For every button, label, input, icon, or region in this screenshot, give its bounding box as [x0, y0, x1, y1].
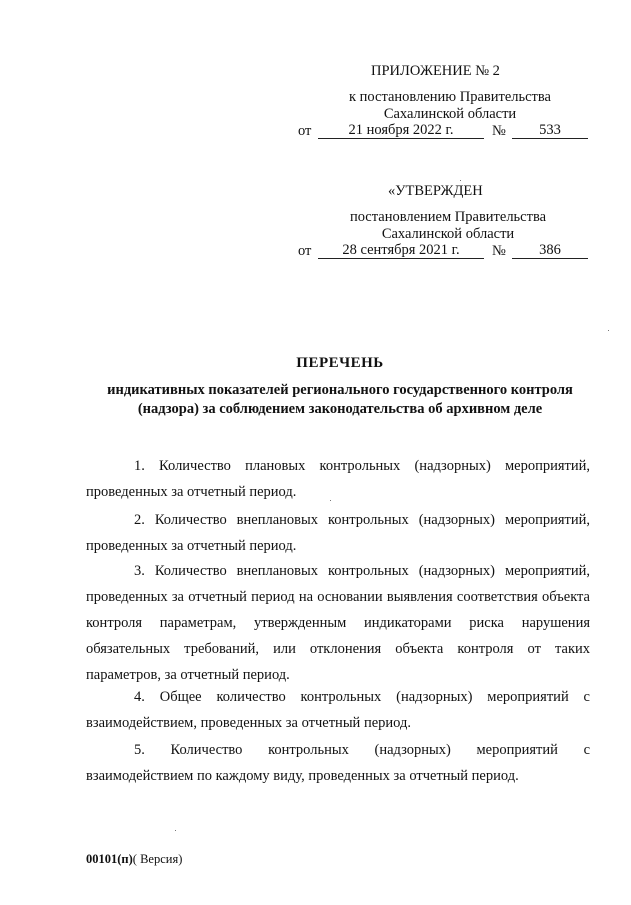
list-item-3-text: 3. Количество внеплановых контрольных (надзорных) мероприятий, проведенных за отчетный период на основании выявления соответствия объекта контроля параметрам, утвержденным индикаторами риска нарушения обязательных требований, или отклонения объекта контроля от таких параметров, за отчетный период.: [86, 563, 590, 683]
list-item-5: [86, 737, 590, 789]
document-subtitle-line-1: индикативных показателей регионального государственного контроля: [107, 382, 573, 398]
approved-number-label: №: [492, 243, 506, 259]
appendix-from-label: от: [298, 123, 312, 139]
appendix-to-line: к постановлению Правительства: [349, 89, 551, 105]
list-item-4: [86, 684, 590, 736]
approved-title: «УТВЕРЖДЕН: [388, 183, 483, 199]
footer-version: ( Версия): [132, 852, 183, 866]
appendix-number: 533: [512, 122, 588, 139]
list-item-1: [86, 453, 590, 505]
approved-number: 386: [512, 242, 588, 259]
appendix-region: Сахалинской области: [383, 106, 517, 122]
list-item-3: [86, 558, 590, 688]
scan-speck: [330, 500, 331, 501]
list-item-1-text: 1. Количество плановых контрольных (надзорных) мероприятий, проведенных за отчетный период.: [86, 458, 590, 500]
footer-code-line: [86, 852, 182, 867]
list-item-4-text: 4. Общее количество контрольных (надзорных) мероприятий с взаимодействием, проведенных за отчетный период.: [86, 689, 590, 731]
approved-region: Сахалинской области: [381, 226, 515, 242]
document-title: ПЕРЕЧЕНЬ: [296, 355, 384, 371]
appendix-title: ПРИЛОЖЕНИЕ № 2: [371, 63, 500, 79]
scan-speck: [608, 330, 609, 331]
list-item-5-text: 5. Количество контрольных (надзорных) мероприятий с взаимодействием по каждому виду, проведенных за отчетный период.: [86, 742, 590, 784]
scan-speck: [175, 830, 176, 831]
list-item-2: [86, 507, 590, 559]
appendix-number-label: №: [492, 123, 506, 139]
appendix-date: 21 ноября 2022 г.: [318, 122, 484, 139]
approved-from-label: от: [298, 243, 312, 259]
scan-speck: [460, 180, 461, 181]
approved-by-line: постановлением Правительства: [349, 209, 547, 225]
footer-code: 00101(п): [86, 852, 133, 866]
document-subtitle-line-2: (надзора) за соблюдением законодательства об архивном деле: [137, 401, 543, 417]
approved-date: 28 сентября 2021 г.: [318, 242, 484, 259]
list-item-2-text: 2. Количество внеплановых контрольных (надзорных) мероприятий, проведенных за отчетный период.: [86, 512, 590, 554]
